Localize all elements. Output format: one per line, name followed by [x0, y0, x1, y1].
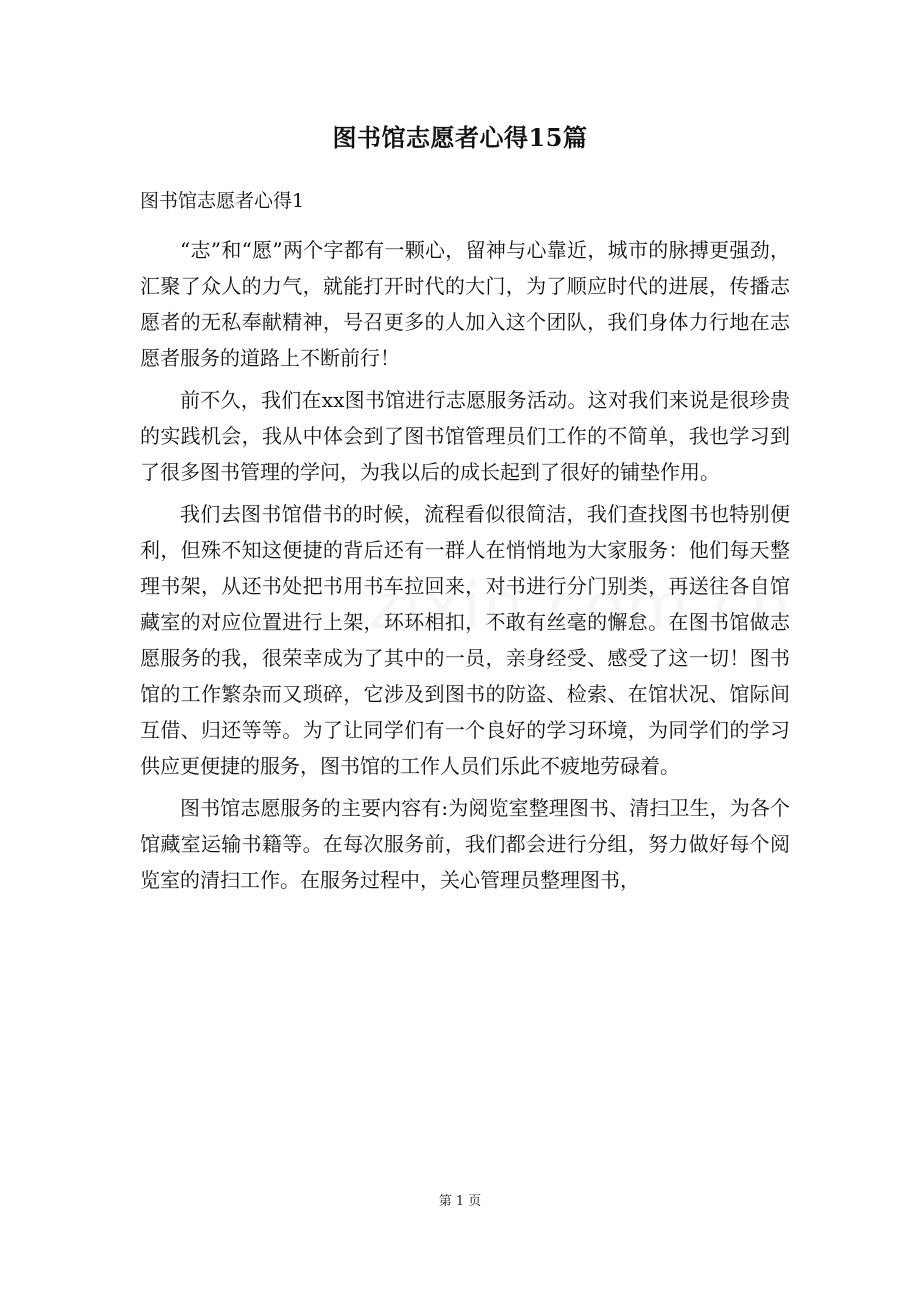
paragraph: 我们去图书馆借书的时候，流程看似很简洁，我们查找图书也特别便利，但殊不知这便捷的背后还有一群人在悄悄地为大家服务：他们每天整理书架，从还书处把书用书车拉回来，对书进行分门别类，再送往各自馆藏室的对应位置进行上架，环环相扣，不敢有丝毫的懈怠。在图书馆做志愿服务的我，很荣幸成为了其中的一员，亲身经受、感受了这一切！图书馆的工作繁杂而又琐碎，它涉及到图书的防盗、检索、在馆状况、馆际间互借、归还等等。为了让同学们有一个良好的学习环境，为同学们的学习供应更便捷的服务，图书馆的工作人员们乐此不疲地劳碌着。 — [140, 502, 790, 778]
page-number-footer: 第 1 页 — [438, 1194, 482, 1209]
document-body — [140, 232, 790, 898]
section-heading: 图书馆志愿者心得1 — [140, 190, 305, 212]
paragraph: “志”和“愿”两个字都有一颗心，留神与心靠近，城市的脉搏更强劲，汇聚了众人的力气，就能打开时代的大门，为了顺应时代的进展，传播志愿者的无私奉献精神，号召更多的人加入这个团队，我们身体力行地在志愿者服务的道路上不断前行！ — [140, 238, 790, 370]
paragraph: 前不久，我们在xx图书馆进行志愿服务活动。这对我们来说是很珍贵的实践机会，我从中体会到了图书馆管理员们工作的不简单，我也学习到了很多图书管理的学问，为我以后的成长起到了很好的铺垫作用。 — [140, 388, 790, 484]
document-title: 图书馆志愿者心得15篇 — [332, 123, 588, 152]
paragraph: 图书馆志愿服务的主要内容有:为阅览室整理图书、清扫卫生，为各个馆藏室运输书籍等。在每次服务前，我们都会进行分组，努力做好每个阅览室的清扫工作。在服务过程中，关心管理员整理图书， — [140, 796, 790, 892]
